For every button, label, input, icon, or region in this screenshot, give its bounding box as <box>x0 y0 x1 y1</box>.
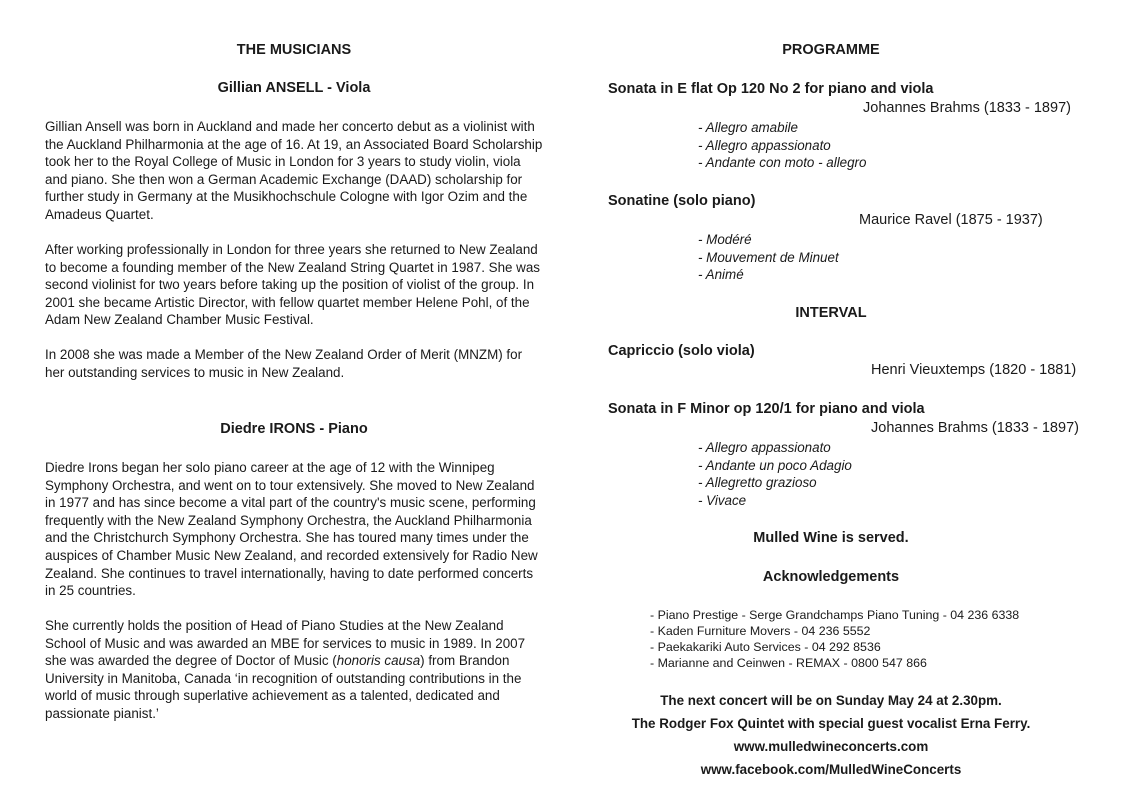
performer-name-irons: Diedre IRONS - Piano <box>220 421 368 437</box>
movements-list-1 <box>698 119 866 172</box>
irons-bio-paragraph-2 <box>45 617 545 723</box>
next-concert-line: The next concert will be on Sunday May 24 at 2.30pm. <box>660 693 1002 708</box>
composer-brahms-2: Johannes Brahms (1833 - 1897) <box>871 420 1079 436</box>
acknowledgement-item: - Kaden Furniture Movers - 04 236 5552 <box>650 624 871 638</box>
acknowledgements-heading: Acknowledgements <box>762 569 900 585</box>
performer-name-ansell: Gillian ANSELL - Viola <box>217 80 371 96</box>
movement-item: - Animé <box>698 267 744 283</box>
acknowledgement-item: - Marianne and Ceinwen - REMAX - 0800 547 866 <box>650 656 927 670</box>
movement-item: - Andante con moto - allegro <box>698 155 867 171</box>
programme-heading: PROGRAMME <box>782 42 880 58</box>
movement-item: - Andante un poco Adagio <box>698 457 852 473</box>
musicians-heading: THE MUSICIANS <box>236 42 352 58</box>
composer-ravel: Maurice Ravel (1875 - 1937) <box>859 212 1043 228</box>
acknowledgement-item: - Piano Prestige - Serge Grandchamps Piano Tuning - 04 236 6338 <box>650 608 1020 622</box>
mulled-wine-note: Mulled Wine is served. <box>753 530 909 546</box>
next-performer-line: The Rodger Fox Quintet with special guest vocalist Erna Ferry. <box>631 716 1031 731</box>
movement-item: - Allegro amabile <box>698 120 798 135</box>
ansell-bio-paragraph-3: In 2008 she was made a Member of the New Zealand Order of Merit (MNZM) for her outstanding services to music in New Zealand. <box>45 347 523 380</box>
movement-item: - Allegretto grazioso <box>698 475 817 491</box>
irons-bio-text-after: ) from Brandon University in Manitoba, Canada ‘in recognition of outstanding contributions in the world of music through superlative achievement as a talented, dedicated and passionate pianist.’ <box>45 653 522 721</box>
interval-heading: INTERVAL <box>795 305 867 321</box>
website-link[interactable]: www.mulledwineconcerts.com <box>733 739 929 754</box>
movement-item: - Allegro appassionato <box>698 137 831 153</box>
acknowledgements-list <box>650 607 1019 671</box>
movement-item: - Modéré <box>698 232 752 247</box>
facebook-link[interactable]: www.facebook.com/MulledWineConcerts <box>700 762 962 777</box>
irons-bio-paragraph-1: Diedre Irons began her solo piano career at the age of 12 with the Winnipeg Symphony Orchestra, and went on to tour extensively. She moved to New Zealand in 1977 and has since become a vital part of the country's music scene, performing frequently with the New Zealand Symphony Orchestra, the Auckland Philharmonia and the Christchurch Symphony Orchestra. She has toured many times under the auspices of Chamber Music New Zealand, and recorded extensively for Radio New Zealand. She continues to travel internationally, having to date performed concerts in 25 countries. <box>45 460 538 599</box>
movements-list-2 <box>698 231 839 284</box>
piece-title-brahms-e-flat: Sonata in E flat Op 120 No 2 for piano and viola <box>608 81 934 97</box>
piece-title-brahms-f-minor: Sonata in F Minor op 120/1 for piano and viola <box>608 401 925 417</box>
composer-brahms-1: Johannes Brahms (1833 - 1897) <box>863 100 1071 116</box>
movement-item: - Allegro appassionato <box>698 440 831 455</box>
composer-vieuxtemps: Henri Vieuxtemps (1820 - 1881) <box>871 362 1077 378</box>
movements-list-4 <box>698 439 852 510</box>
ansell-bio-paragraph-1: Gillian Ansell was born in Auckland and made her concerto debut as a violinist with the Auckland Philharmonia at the age of 16. At 19, an Associated Board Scholarship took her to the Royal College of Music in London for 3 years to study violin, viola and piano. She then won a German Academic Exchange (DAAD) scholarship for further study in Germany at the Musikhochschule Cologne with Igor Ozim and the Amadeus Quartet. <box>45 119 543 222</box>
irons-bio-honoris-causa: honoris causa <box>336 653 421 669</box>
movement-item: - Mouvement de Minuet <box>698 249 839 265</box>
movement-item: - Vivace <box>698 493 747 509</box>
piece-title-capriccio: Capriccio (solo viola) <box>608 343 755 359</box>
piece-title-sonatine: Sonatine (solo piano) <box>608 193 756 209</box>
acknowledgement-item: - Paekakariki Auto Services - 04 292 8536 <box>650 640 881 654</box>
ansell-bio-paragraph-2: After working professionally in London for three years she returned to New Zealand to become a founding member of the New Zealand String Quartet in 1987. She was second violinist for two years before taking up the position of violist of the group. In 2001 she became Artistic Director, with fellow quartet member Helene Pohl, of the Adam New Zealand Chamber Music Festival. <box>45 242 540 328</box>
irons-bio-text-before: She currently holds the position of Head of Piano Studies at the New Zealand School of Music and was awarded an MBE for services to music in 1989. In 2007 she was awarded the degree of Doctor of Music ( <box>45 618 526 669</box>
